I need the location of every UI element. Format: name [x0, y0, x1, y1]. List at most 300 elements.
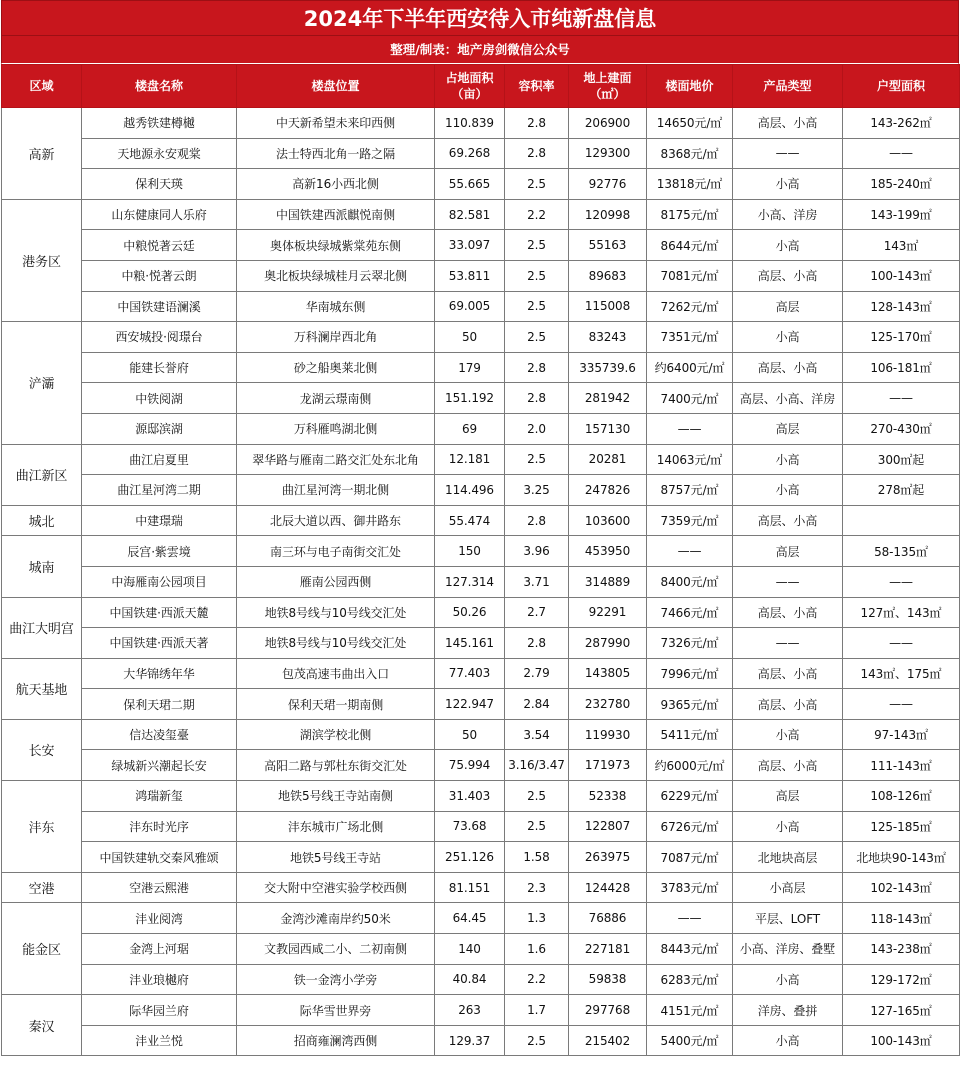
far-cell: 3.25 [505, 475, 569, 506]
build-area-cell: 119930 [569, 719, 647, 750]
name-cell: 辰宫·紫雲境 [82, 536, 237, 567]
location-cell: 龙湖云璟南侧 [237, 383, 435, 414]
location-cell: 交大附中空港实验学校西侧 [237, 872, 435, 903]
price-cell: 7466元/㎡ [647, 597, 733, 628]
price-cell: 5411元/㎡ [647, 719, 733, 750]
unit-size-cell: 125-185㎡ [843, 811, 960, 842]
build-area-cell: 120998 [569, 199, 647, 230]
name-cell: 中铁阅湖 [82, 383, 237, 414]
location-cell: 雁南公园西侧 [237, 566, 435, 597]
price-cell: 4151元/㎡ [647, 995, 733, 1026]
location-cell: 际华雪世界旁 [237, 995, 435, 1026]
name-cell: 保利天瑛 [82, 169, 237, 200]
land-area-cell: 140 [435, 934, 505, 965]
region-cell: 曲江大明宫 [2, 597, 82, 658]
table-row [2, 597, 960, 628]
far-cell: 2.5 [505, 322, 569, 353]
type-cell: 高层、小高、洋房 [733, 383, 843, 414]
unit-size-cell: —— [843, 383, 960, 414]
type-cell: 小高 [733, 322, 843, 353]
far-cell: 2.8 [505, 628, 569, 659]
region-cell: 沣东 [2, 781, 82, 873]
type-cell: 高层、小高 [733, 597, 843, 628]
type-cell: 高层、小高 [733, 352, 843, 383]
land-area-cell: 129.37 [435, 1025, 505, 1056]
table-row [2, 842, 960, 873]
unit-size-cell: 108-126㎡ [843, 781, 960, 812]
far-cell: 3.54 [505, 719, 569, 750]
far-cell: 2.5 [505, 230, 569, 261]
location-cell: 铁一金湾小学旁 [237, 964, 435, 995]
table-row [2, 230, 960, 261]
type-cell: 高层、小高 [733, 108, 843, 139]
land-area-cell: 81.151 [435, 872, 505, 903]
build-area-cell: 92776 [569, 169, 647, 200]
location-cell: 曲江星河湾一期北侧 [237, 475, 435, 506]
land-area-cell: 50 [435, 719, 505, 750]
type-cell: 高层、小高 [733, 260, 843, 291]
location-cell: 法士特西北角一路之隔 [237, 138, 435, 169]
type-cell: 小高 [733, 444, 843, 475]
type-cell: 小高、洋房、叠墅 [733, 934, 843, 965]
name-cell: 源邸滨湖 [82, 413, 237, 444]
unit-size-cell: 143-262㎡ [843, 108, 960, 139]
table-row [2, 505, 960, 536]
table-row [2, 169, 960, 200]
header-unit-size: 户型面积 [843, 65, 960, 108]
price-cell: 8757元/㎡ [647, 475, 733, 506]
unit-size-cell: 270-430㎡ [843, 413, 960, 444]
header-land-area-line1: 占地面积 [445, 71, 494, 85]
build-area-cell: 122807 [569, 811, 647, 842]
land-area-cell: 114.496 [435, 475, 505, 506]
unit-size-cell: 111-143㎡ [843, 750, 960, 781]
far-cell: 3.71 [505, 566, 569, 597]
build-area-cell: 143805 [569, 658, 647, 689]
header-region: 区域 [2, 65, 82, 108]
unit-size-cell: 北地块90-143㎡ [843, 842, 960, 873]
build-area-cell: 55163 [569, 230, 647, 261]
price-cell: 8368元/㎡ [647, 138, 733, 169]
report-title: 2024年下半年西安待入市纯新盘信息 [1, 0, 959, 36]
type-cell: 小高 [733, 1025, 843, 1056]
price-cell: 7400元/㎡ [647, 383, 733, 414]
table-row [2, 750, 960, 781]
name-cell: 信达凌玺臺 [82, 719, 237, 750]
far-cell: 2.5 [505, 1025, 569, 1056]
name-cell: 中国铁建轨交秦风雅颂 [82, 842, 237, 873]
land-area-cell: 151.192 [435, 383, 505, 414]
location-cell: 地铁5号线王寺站南侧 [237, 781, 435, 812]
location-cell: 保利天珺一期南侧 [237, 689, 435, 720]
location-cell: 华南城东侧 [237, 291, 435, 322]
far-cell: 2.7 [505, 597, 569, 628]
region-cell: 航天基地 [2, 658, 82, 719]
location-cell: 南三环与电子南街交汇处 [237, 536, 435, 567]
build-area-cell: 247826 [569, 475, 647, 506]
name-cell: 沣业阅湾 [82, 903, 237, 934]
far-cell: 2.5 [505, 291, 569, 322]
build-area-cell: 76886 [569, 903, 647, 934]
build-area-cell: 20281 [569, 444, 647, 475]
name-cell: 中国铁建·西派天麓 [82, 597, 237, 628]
far-cell: 2.8 [505, 505, 569, 536]
table-row [2, 352, 960, 383]
name-cell: 沣业琅樾府 [82, 964, 237, 995]
header-name: 楼盘名称 [82, 65, 237, 108]
price-cell: 13818元/㎡ [647, 169, 733, 200]
type-cell: 高层 [733, 413, 843, 444]
far-cell: 2.5 [505, 811, 569, 842]
location-cell: 高阳二路与郭杜东街交汇处 [237, 750, 435, 781]
location-cell: 包茂高速韦曲出入口 [237, 658, 435, 689]
price-cell: 14650元/㎡ [647, 108, 733, 139]
table-row [2, 1025, 960, 1056]
price-cell: —— [647, 413, 733, 444]
header-far: 容积率 [505, 65, 569, 108]
unit-size-cell: 106-181㎡ [843, 352, 960, 383]
name-cell: 中国铁建·西派天著 [82, 628, 237, 659]
name-cell: 鸿瑞新玺 [82, 781, 237, 812]
location-cell: 万科雁鸣湖北侧 [237, 413, 435, 444]
unit-size-cell [843, 505, 960, 536]
header-type: 产品类型 [733, 65, 843, 108]
land-area-cell: 69.268 [435, 138, 505, 169]
table-row [2, 536, 960, 567]
location-cell: 北辰大道以西、御井路东 [237, 505, 435, 536]
far-cell: 3.16/3.47 [505, 750, 569, 781]
header-location: 楼盘位置 [237, 65, 435, 108]
type-cell: 小高 [733, 811, 843, 842]
unit-size-cell: 102-143㎡ [843, 872, 960, 903]
land-area-cell: 53.811 [435, 260, 505, 291]
report-container [1, 0, 959, 1056]
name-cell: 越秀铁建樽樾 [82, 108, 237, 139]
land-area-cell: 40.84 [435, 964, 505, 995]
type-cell: 高层、小高 [733, 750, 843, 781]
table-row [2, 291, 960, 322]
region-cell: 空港 [2, 872, 82, 903]
land-area-cell: 12.181 [435, 444, 505, 475]
land-area-cell: 179 [435, 352, 505, 383]
land-area-cell: 263 [435, 995, 505, 1026]
table-row [2, 719, 960, 750]
price-cell: 约6000元/㎡ [647, 750, 733, 781]
far-cell: 2.79 [505, 658, 569, 689]
header-build-area-line1: 地上建面 [583, 71, 632, 85]
price-cell: 约6400元/㎡ [647, 352, 733, 383]
far-cell: 2.8 [505, 108, 569, 139]
location-cell: 沣东城市广场北侧 [237, 811, 435, 842]
location-cell: 翠华路与雁南二路交汇处东北角 [237, 444, 435, 475]
build-area-cell: 281942 [569, 383, 647, 414]
build-area-cell: 287990 [569, 628, 647, 659]
price-cell: 7351元/㎡ [647, 322, 733, 353]
location-cell: 高新16小西北侧 [237, 169, 435, 200]
far-cell: 2.5 [505, 444, 569, 475]
header-price: 楼面地价 [647, 65, 733, 108]
unit-size-cell: 143㎡、175㎡ [843, 658, 960, 689]
type-cell: 高层、小高 [733, 505, 843, 536]
price-cell: 8644元/㎡ [647, 230, 733, 261]
table-row [2, 413, 960, 444]
build-area-cell: 129300 [569, 138, 647, 169]
table-row [2, 872, 960, 903]
name-cell: 中海雁南公园项目 [82, 566, 237, 597]
land-area-cell: 73.68 [435, 811, 505, 842]
table-row [2, 199, 960, 230]
unit-size-cell: 118-143㎡ [843, 903, 960, 934]
unit-size-cell: 97-143㎡ [843, 719, 960, 750]
price-cell: 3783元/㎡ [647, 872, 733, 903]
land-area-cell: 64.45 [435, 903, 505, 934]
unit-size-cell: 127㎡、143㎡ [843, 597, 960, 628]
region-cell: 能金区 [2, 903, 82, 995]
land-area-cell: 69.005 [435, 291, 505, 322]
far-cell: 2.8 [505, 352, 569, 383]
region-cell: 曲江新区 [2, 444, 82, 505]
price-cell: 7996元/㎡ [647, 658, 733, 689]
build-area-cell: 103600 [569, 505, 647, 536]
type-cell: 北地块高层 [733, 842, 843, 873]
unit-size-cell: 143-199㎡ [843, 199, 960, 230]
name-cell: 中建璟瑞 [82, 505, 237, 536]
type-cell: 洋房、叠拼 [733, 995, 843, 1026]
table-row [2, 566, 960, 597]
name-cell: 曲江启夏里 [82, 444, 237, 475]
type-cell: 高层 [733, 536, 843, 567]
unit-size-cell: 185-240㎡ [843, 169, 960, 200]
unit-size-cell: —— [843, 689, 960, 720]
unit-size-cell: 100-143㎡ [843, 260, 960, 291]
far-cell: 2.2 [505, 199, 569, 230]
price-cell: 7087元/㎡ [647, 842, 733, 873]
unit-size-cell: 100-143㎡ [843, 1025, 960, 1056]
name-cell: 沣业兰悦 [82, 1025, 237, 1056]
price-cell: 9365元/㎡ [647, 689, 733, 720]
far-cell: 1.58 [505, 842, 569, 873]
build-area-cell: 59838 [569, 964, 647, 995]
region-cell: 浐灞 [2, 322, 82, 444]
far-cell: 2.2 [505, 964, 569, 995]
type-cell: 小高 [733, 964, 843, 995]
price-cell: 6283元/㎡ [647, 964, 733, 995]
far-cell: 1.7 [505, 995, 569, 1026]
far-cell: 3.96 [505, 536, 569, 567]
land-area-cell: 150 [435, 536, 505, 567]
land-area-cell: 122.947 [435, 689, 505, 720]
land-area-cell: 77.403 [435, 658, 505, 689]
unit-size-cell: —— [843, 566, 960, 597]
location-cell: 中天新希望未来印西侧 [237, 108, 435, 139]
build-area-cell: 314889 [569, 566, 647, 597]
region-cell: 秦汉 [2, 995, 82, 1056]
location-cell: 奥北板块绿城桂月云翠北侧 [237, 260, 435, 291]
table-row [2, 964, 960, 995]
price-cell: 6229元/㎡ [647, 781, 733, 812]
build-area-cell: 215402 [569, 1025, 647, 1056]
table-row [2, 475, 960, 506]
unit-size-cell: 128-143㎡ [843, 291, 960, 322]
region-cell: 城南 [2, 536, 82, 597]
type-cell: 平层、LOFT [733, 903, 843, 934]
unit-size-cell: —— [843, 628, 960, 659]
name-cell: 曲江星河湾二期 [82, 475, 237, 506]
land-area-cell: 145.161 [435, 628, 505, 659]
far-cell: 1.3 [505, 903, 569, 934]
location-cell: 奥体板块绿城紫棠苑东侧 [237, 230, 435, 261]
type-cell: 高层 [733, 781, 843, 812]
table-row [2, 138, 960, 169]
price-cell: 7262元/㎡ [647, 291, 733, 322]
name-cell: 大华锦绣年华 [82, 658, 237, 689]
unit-size-cell: —— [843, 138, 960, 169]
name-cell: 能建长誉府 [82, 352, 237, 383]
far-cell: 2.5 [505, 169, 569, 200]
new-projects-table [1, 64, 960, 1056]
land-area-cell: 110.839 [435, 108, 505, 139]
name-cell: 中粮悦著云廷 [82, 230, 237, 261]
name-cell: 际华园兰府 [82, 995, 237, 1026]
type-cell: 高层、小高 [733, 658, 843, 689]
far-cell: 1.6 [505, 934, 569, 965]
type-cell: —— [733, 138, 843, 169]
unit-size-cell: 58-135㎡ [843, 536, 960, 567]
location-cell: 招商雍澜湾西侧 [237, 1025, 435, 1056]
table-row [2, 108, 960, 139]
location-cell: 地铁5号线王寺站 [237, 842, 435, 873]
region-cell: 港务区 [2, 199, 82, 321]
location-cell: 文教园西咸二小、二初南侧 [237, 934, 435, 965]
build-area-cell: 232780 [569, 689, 647, 720]
location-cell: 湖滨学校北侧 [237, 719, 435, 750]
type-cell: 小高、洋房 [733, 199, 843, 230]
land-area-cell: 127.314 [435, 566, 505, 597]
land-area-cell: 75.994 [435, 750, 505, 781]
build-area-cell: 453950 [569, 536, 647, 567]
table-row [2, 658, 960, 689]
region-cell: 高新 [2, 108, 82, 200]
unit-size-cell: 143㎡ [843, 230, 960, 261]
land-area-cell: 82.581 [435, 199, 505, 230]
table-row [2, 628, 960, 659]
name-cell: 西安城投·阅璟台 [82, 322, 237, 353]
location-cell: 万科澜岸西北角 [237, 322, 435, 353]
price-cell: —— [647, 536, 733, 567]
build-area-cell: 124428 [569, 872, 647, 903]
region-cell: 长安 [2, 719, 82, 780]
build-area-cell: 83243 [569, 322, 647, 353]
build-area-cell: 206900 [569, 108, 647, 139]
region-cell: 城北 [2, 505, 82, 536]
report-subtitle: 整理/制表：地产房剑微信公众号 [1, 36, 959, 64]
build-area-cell: 115008 [569, 291, 647, 322]
header-land-area [435, 65, 505, 108]
land-area-cell: 50 [435, 322, 505, 353]
land-area-cell: 55.665 [435, 169, 505, 200]
table-body [2, 108, 960, 1056]
name-cell: 天地源永安观棠 [82, 138, 237, 169]
far-cell: 2.84 [505, 689, 569, 720]
header-build-area-line2: （㎡） [589, 87, 626, 101]
location-cell: 中国铁建西派麒悦南侧 [237, 199, 435, 230]
name-cell: 保利天珺二期 [82, 689, 237, 720]
location-cell: 地铁8号线与10号线交汇处 [237, 597, 435, 628]
land-area-cell: 31.403 [435, 781, 505, 812]
price-cell: 5400元/㎡ [647, 1025, 733, 1056]
build-area-cell: 157130 [569, 413, 647, 444]
name-cell: 中粮·悦著云朗 [82, 260, 237, 291]
table-header [2, 65, 960, 108]
far-cell: 2.5 [505, 260, 569, 291]
unit-size-cell: 127-165㎡ [843, 995, 960, 1026]
price-cell: 6726元/㎡ [647, 811, 733, 842]
build-area-cell: 92291 [569, 597, 647, 628]
table-row [2, 995, 960, 1026]
unit-size-cell: 129-172㎡ [843, 964, 960, 995]
unit-size-cell: 125-170㎡ [843, 322, 960, 353]
table-row [2, 903, 960, 934]
name-cell: 中国铁建语澜溪 [82, 291, 237, 322]
type-cell: 小高 [733, 169, 843, 200]
land-area-cell: 251.126 [435, 842, 505, 873]
price-cell: 7326元/㎡ [647, 628, 733, 659]
type-cell: 小高层 [733, 872, 843, 903]
build-area-cell: 263975 [569, 842, 647, 873]
price-cell: 8443元/㎡ [647, 934, 733, 965]
far-cell: 2.8 [505, 383, 569, 414]
location-cell: 地铁8号线与10号线交汇处 [237, 628, 435, 659]
land-area-cell: 69 [435, 413, 505, 444]
type-cell: —— [733, 566, 843, 597]
table-row [2, 260, 960, 291]
unit-size-cell: 143-238㎡ [843, 934, 960, 965]
location-cell: 金湾沙滩南岸约50米 [237, 903, 435, 934]
build-area-cell: 171973 [569, 750, 647, 781]
price-cell: 7359元/㎡ [647, 505, 733, 536]
far-cell: 2.5 [505, 781, 569, 812]
price-cell: 7081元/㎡ [647, 260, 733, 291]
type-cell: —— [733, 628, 843, 659]
land-area-cell: 50.26 [435, 597, 505, 628]
header-land-area-line2: （亩） [451, 87, 488, 101]
price-cell: 8175元/㎡ [647, 199, 733, 230]
table-row [2, 383, 960, 414]
name-cell: 沣东时光序 [82, 811, 237, 842]
name-cell: 山东健康同人乐府 [82, 199, 237, 230]
type-cell: 小高 [733, 230, 843, 261]
far-cell: 2.3 [505, 872, 569, 903]
unit-size-cell: 278㎡起 [843, 475, 960, 506]
name-cell: 金湾上河琚 [82, 934, 237, 965]
land-area-cell: 33.097 [435, 230, 505, 261]
build-area-cell: 52338 [569, 781, 647, 812]
name-cell: 绿城新兴潮起长安 [82, 750, 237, 781]
build-area-cell: 227181 [569, 934, 647, 965]
table-row [2, 934, 960, 965]
far-cell: 2.8 [505, 138, 569, 169]
table-row [2, 811, 960, 842]
land-area-cell: 55.474 [435, 505, 505, 536]
price-cell: —— [647, 903, 733, 934]
build-area-cell: 89683 [569, 260, 647, 291]
far-cell: 2.0 [505, 413, 569, 444]
location-cell: 砂之船奥莱北侧 [237, 352, 435, 383]
table-row [2, 322, 960, 353]
build-area-cell: 335739.6 [569, 352, 647, 383]
price-cell: 8400元/㎡ [647, 566, 733, 597]
table-row [2, 444, 960, 475]
